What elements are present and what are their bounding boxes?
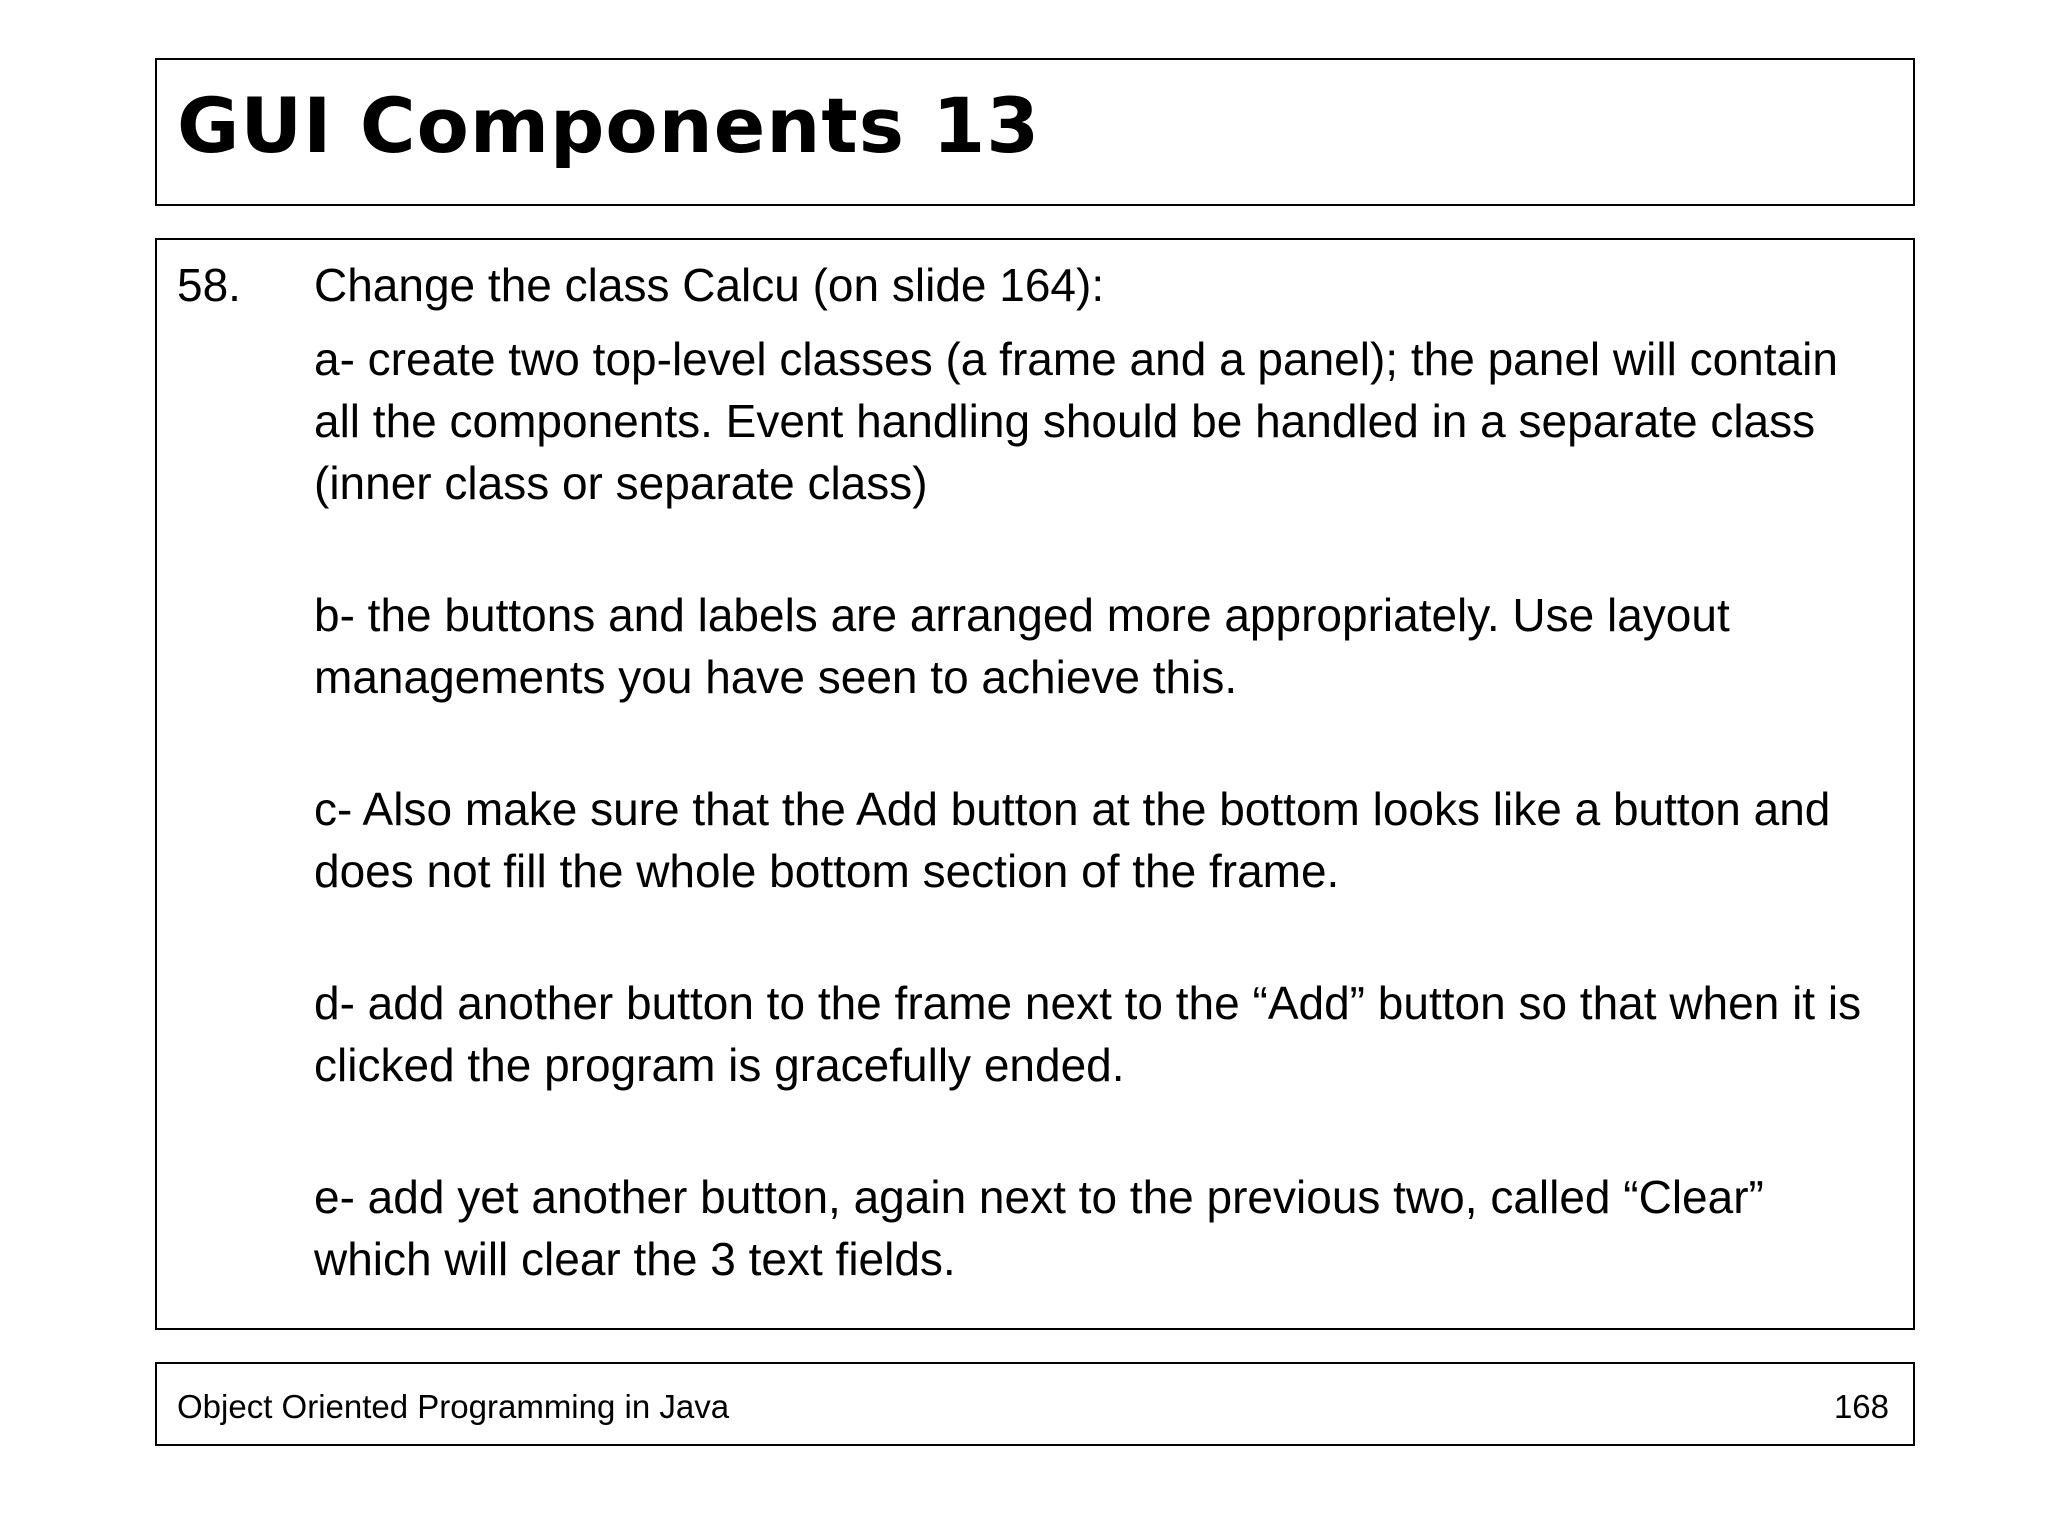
footer-page-number: 168 xyxy=(1833,1388,1889,1425)
part-d-text: d- add another button to the frame next to the “Add” button so that when it is clicked the program is gracefully ended. xyxy=(314,977,1862,1091)
slide-title: GUI Components 13 xyxy=(177,81,1041,170)
footer-course-title: Object Oriented Programming in Java xyxy=(177,1388,730,1425)
part-e-text: e- add yet another button, again next to the previous two, called “Clear” which will clear the 3 text fields. xyxy=(314,1171,1764,1285)
item-intro: Change the class Calcu (on slide 164): xyxy=(314,259,1105,311)
part-b-text: b- the buttons and labels are arranged more appropriately. Use layout managements you have seen to achieve this. xyxy=(314,589,1730,703)
footer-box xyxy=(155,1362,1915,1446)
content-box xyxy=(155,238,1915,1330)
item-number: 58. xyxy=(177,259,241,311)
part-c-text: c- Also make sure that the Add button at the bottom looks like a button and does not fill the whole bottom section of the frame. xyxy=(314,783,1831,897)
part-a-text: a- create two top-level classes (a frame and a panel); the panel will contain all the components. Event handling should be handled in a separate class (inner class or separate class) xyxy=(314,333,1838,509)
title-box xyxy=(155,58,1915,206)
